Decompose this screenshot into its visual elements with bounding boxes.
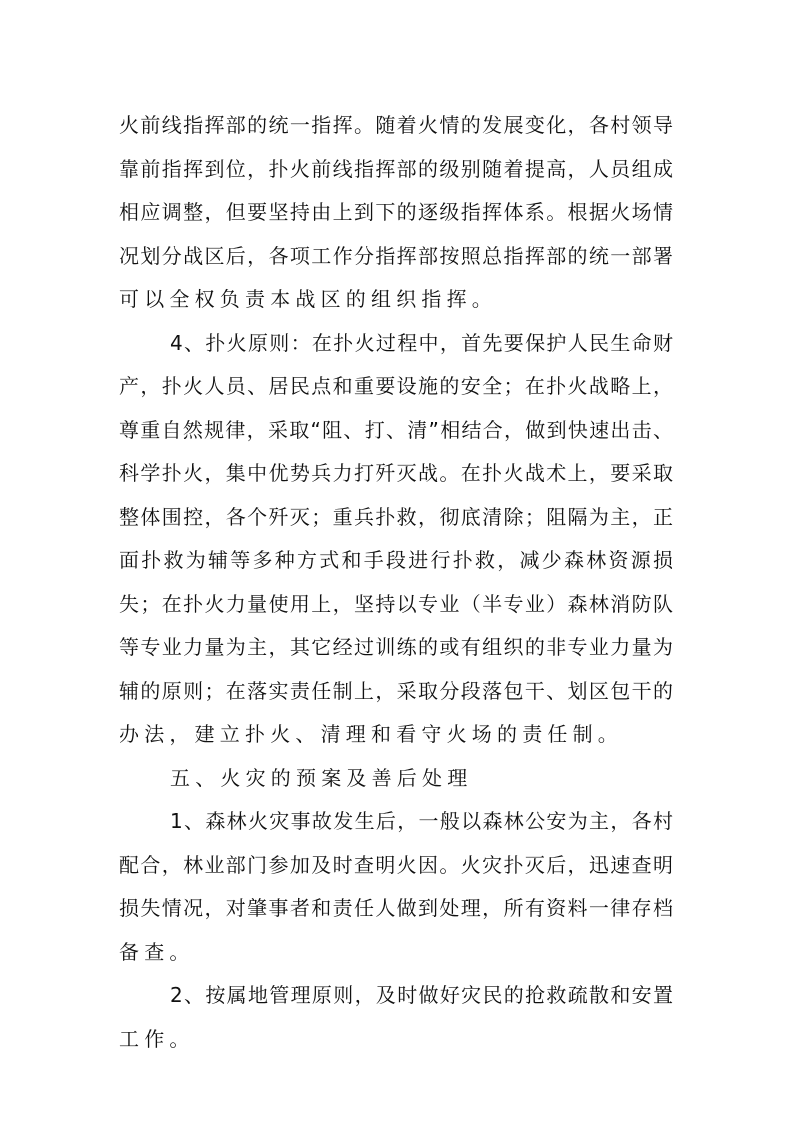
text-line: 尊重自然规律，采取“阻、打、清”相结合，做到快速出击、 <box>119 417 673 442</box>
text-line: 产，扑火人员、居民点和重要设施的安全；在扑火战略上， <box>119 374 673 398</box>
text-line: 辅的原则；在落实责任制上，采取分段落包干、划区包干的 <box>119 678 673 703</box>
text-line: 1、森林火灾事故发生后，一般以森林公安为主，各村 <box>170 809 673 833</box>
text-line: 4、扑火原则：在扑火过程中，首先要保护人民生命财 <box>170 330 673 355</box>
text-line: 工作。 <box>119 1026 195 1051</box>
text-line: 备查。 <box>119 939 195 964</box>
text-line: 整体围控，各个歼灭；重兵扑救，彻底清除；阻隔为主，正 <box>119 504 673 529</box>
text-line: 等专业力量为主，其它经过训练的或有组织的非专业力量为 <box>119 635 673 659</box>
text-line: 五、火灾的预案及善后处理 <box>170 765 473 790</box>
text-line: 科学扑火，集中优势兵力打歼灭战。在扑火战术上，要采取 <box>119 461 673 485</box>
text-line: 2、按属地管理原则，及时做好灾民的抢救疏散和安置 <box>170 983 673 1007</box>
text-line: 面扑救为辅等多种方式和手段进行扑救，减少森林资源损 <box>119 548 673 572</box>
text-line: 损失情况，对肇事者和责任人做到处理，所有资料一律存档 <box>119 896 673 920</box>
text-line: 相应调整，但要坚持由上到下的逐级指挥体系。根据火场情 <box>119 200 673 224</box>
text-line: 配合，林业部门参加及时查明火因。火灾扑灭后，迅速查明 <box>119 852 673 877</box>
text-line: 可以全权负责本战区的组织指挥。 <box>119 287 497 311</box>
text-line: 况划分战区后，各项工作分指挥部按照总指挥部的统一部署 <box>119 243 673 268</box>
text-line: 失；在扑火力量使用上，坚持以专业（半专业）森林消防队 <box>119 591 673 616</box>
text-line: 火前线指挥部的统一指挥。随着火情的发展变化，各村领导 <box>119 113 673 137</box>
text-line: 靠前指挥到位，扑火前线指挥部的级别随着提高，人员组成 <box>119 156 673 181</box>
text-line: 办法，建立扑火、清理和看守火场的责任制。 <box>119 722 623 746</box>
